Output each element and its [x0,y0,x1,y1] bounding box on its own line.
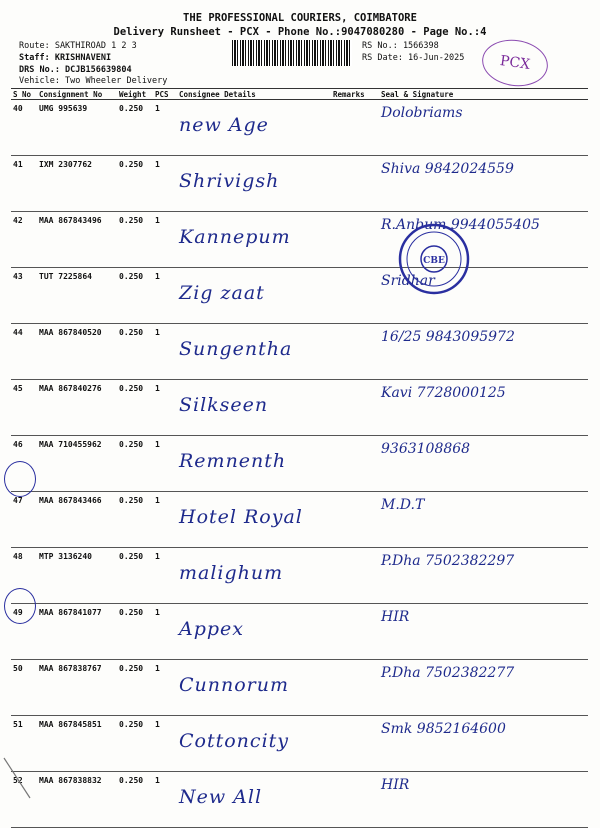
consignee-details: Kannepum [177,212,331,268]
consignee-details: Sungentha [177,324,331,380]
consignment-no: MAA 867845851 [37,716,117,772]
weight: 0.250 [117,156,153,212]
circle-mark-52 [4,588,36,624]
sno: 52 [11,772,37,828]
pcs: 1 [153,492,177,548]
weight: 0.250 [117,436,153,492]
consignee-details: new Age [177,100,331,156]
consignment-no: TUT 7225864 [37,268,117,324]
sno: 44 [11,324,37,380]
consignment-no: MTP 3136240 [37,548,117,604]
weight: 0.250 [117,380,153,436]
weight: 0.250 [117,660,153,716]
col-signature: Seal & Signature [379,89,588,100]
signature: Smk 9852164600 [379,716,588,772]
consignee-details: malighum [177,548,331,604]
signature: M.D.T [379,492,588,548]
weight: 0.250 [117,268,153,324]
consignee-details: Appex [177,604,331,660]
signature: 9363108868 [379,436,588,492]
signature: HIR [379,772,588,828]
remarks [331,324,379,380]
pcs: 1 [153,436,177,492]
sno: 46 [11,436,37,492]
signature: R.Anbum 9944055405 [379,212,588,268]
consignment-no: IXM 2307762 [37,156,117,212]
weight: 0.250 [117,716,153,772]
table-row [11,660,588,716]
table-row [11,100,588,156]
signature: Shiva 9842024559 [379,156,588,212]
pcs: 1 [153,324,177,380]
pcs: 1 [153,156,177,212]
circle-mark-49 [4,461,36,497]
sno: 50 [11,660,37,716]
col-consignment: Consignment No [37,89,117,100]
consignment-no: MAA 710455962 [37,436,117,492]
consignee-details: Hotel Royal [177,492,331,548]
signature: 16/25 9843095972 [379,324,588,380]
remarks [331,436,379,492]
seal-stamp [398,223,470,295]
signature: HIR [379,604,588,660]
table-row [11,604,588,660]
pcx-stamp: PCX [479,36,551,91]
vehicle-label: Vehicle: Two Wheeler Delivery [19,76,168,86]
weight: 0.250 [117,324,153,380]
sno: 43 [11,268,37,324]
table-row [11,156,588,212]
consignment-no: MAA 867840276 [37,380,117,436]
runsheet-table [11,88,588,828]
remarks [331,212,379,268]
table-row [11,268,588,324]
table-header-row [11,89,588,100]
remarks [331,156,379,212]
weight: 0.250 [117,212,153,268]
table-row [11,212,588,268]
seal-text: CBE [423,256,445,266]
consignee-details: Cunnorum [177,660,331,716]
pcs: 1 [153,604,177,660]
sno: 47 [11,492,37,548]
sno: 41 [11,156,37,212]
signature: Kavi 7728000125 [379,380,588,436]
consignee-details: Silkseen [177,380,331,436]
table-row [11,548,588,604]
col-sno: S No [11,89,37,100]
signature: P.Dha 7502382277 [379,660,588,716]
remarks [331,604,379,660]
pcs: 1 [153,380,177,436]
pcs: 1 [153,772,177,828]
route-label: Route: SAKTHIROAD 1 2 3 [19,41,137,51]
remarks [331,268,379,324]
col-weight: Weight [117,89,153,100]
pen-stroke-mark [0,740,80,800]
consignee-details: New All [177,772,331,828]
pcs: 1 [153,716,177,772]
col-remarks: Remarks [331,89,379,100]
remarks [331,660,379,716]
table-row [11,716,588,772]
consignment-no: MAA 867843466 [37,492,117,548]
consignment-no: MAA 867838832 [37,772,117,828]
runsheet-title: Delivery Runsheet - PCX - Phone No.:9047080280 - Page No.:4 [113,26,487,38]
col-consignee: Consignee Details [177,89,331,100]
sno: 48 [11,548,37,604]
table-row [11,380,588,436]
signature: P.Dha 7502382297 [379,548,588,604]
consignment-no: UMG 995639 [37,100,117,156]
signature: Sridhar [379,268,588,324]
sno: 49 [11,604,37,660]
staff-label: Staff: KRISHNAVENI [19,53,112,63]
consignee-details: Shrivigsh [177,156,331,212]
consignee-details: Remnenth [177,436,331,492]
consignment-no: MAA 867838767 [37,660,117,716]
pcs: 1 [153,660,177,716]
weight: 0.250 [117,548,153,604]
remarks [331,548,379,604]
consignment-no: MAA 867840520 [37,324,117,380]
weight: 0.250 [117,772,153,828]
remarks [331,100,379,156]
weight: 0.250 [117,492,153,548]
sno: 51 [11,716,37,772]
consignment-no: MAA 867843496 [37,212,117,268]
table-row [11,324,588,380]
pcs: 1 [153,100,177,156]
remarks [331,380,379,436]
sno: 42 [11,212,37,268]
barcode [232,40,352,66]
rs-number: RS No.: 1566398 [362,41,439,51]
weight: 0.250 [117,604,153,660]
consignee-details: Zig zaat [177,268,331,324]
sno: 45 [11,380,37,436]
rs-date: RS Date: 16-Jun-2025 [362,53,465,63]
remarks [331,492,379,548]
pcs: 1 [153,268,177,324]
sno: 40 [11,100,37,156]
consignment-no: MAA 867841077 [37,604,117,660]
company-title: THE PROFESSIONAL COURIERS, COIMBATORE [183,12,417,24]
consignee-details: Cottoncity [177,716,331,772]
pcs: 1 [153,212,177,268]
pcs: 1 [153,548,177,604]
drs-label: DRS No.: DCJB156639804 [19,65,132,75]
remarks [331,716,379,772]
table-row [11,436,588,492]
col-pcs: PCS [153,89,177,100]
table-row [11,492,588,548]
weight: 0.250 [117,100,153,156]
signature: Dolobriams [379,100,588,156]
